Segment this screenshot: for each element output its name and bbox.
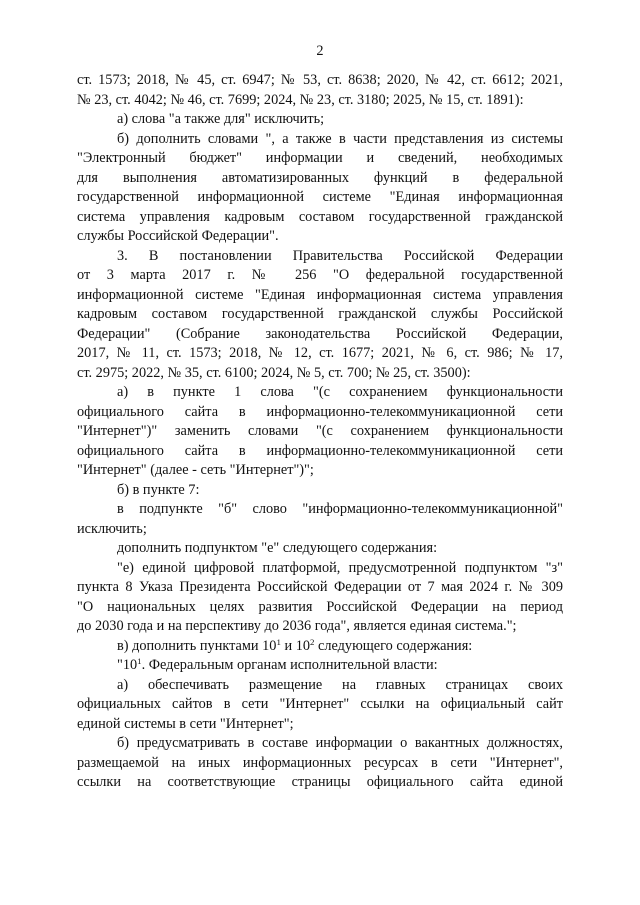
text-line: "Интернет")" заменить словами "(с сохранением функциональности — [77, 423, 563, 439]
text-line: единой системы в сети "Интернет"; — [77, 715, 294, 732]
text-line: "Интернет" (далее - сеть "Интернет")"; — [77, 462, 314, 478]
text-line: 3. В постановлении Правительства Российской Федерации — [117, 247, 563, 264]
text-line — [77, 637, 563, 657]
text-line: а) обеспечивать размещение на главных страницах своих — [117, 676, 563, 693]
text-line: ст. 1573; 2018, № 45, ст. 6947; № 53, ст. 8638; 2020, № 42, ст. 6612; 2021, — [77, 72, 563, 88]
text-line: "е) единой цифровой платформой, предусмотренной подпунктом "з" — [117, 559, 563, 576]
text-line: а) слова "а также для" исключить; — [117, 111, 325, 127]
text-line: дополнить подпунктом "е" следующего содержания: — [117, 540, 438, 556]
text-segment: "10 — [117, 657, 138, 673]
text-line: "О национальных целях развития Российской Федерации на период — [77, 598, 563, 615]
text-line: для выполнения автоматизированных функций в федеральной — [77, 169, 563, 186]
text-line — [77, 656, 563, 676]
text-line: официального сайта в информационно-телекоммуникационной сети — [77, 403, 563, 420]
text-line: б) в пункте 7: — [117, 481, 200, 498]
text-line: исключить; — [77, 520, 147, 537]
text-line: государственной информационной системе "Единая информационная — [77, 189, 563, 205]
text-line: ст. 2975; 2022, № 35, ст. 6100; 2024, № 5, ст. 700; № 25, ст. 3500): — [77, 364, 471, 381]
text-line: от 3 марта 2017 г. № 256 "О федеральной государственной — [77, 267, 563, 283]
text-line: б) дополнить словами ", а также в части представления из системы — [117, 130, 563, 147]
text-line: пункта 8 Указа Президента Российской Федерации от 7 мая 2024 г. № 309 — [77, 579, 563, 595]
text-line: № 23, ст. 4042; № 46, ст. 7699; 2024, № 23, ст. 3180; 2025, № 15, ст. 1891): — [77, 91, 524, 108]
text-line: до 2030 года и на перспективу до 2036 года", является единая система."; — [77, 618, 517, 634]
text-line: Федерации" (Собрание законодательства Российской Федерации, — [77, 325, 563, 342]
text-line: в подпункте "б" слово "информационно-телекоммуникационной" — [117, 501, 563, 517]
text-line: службы Российской Федерации". — [77, 228, 279, 244]
text-line: а) в пункте 1 слова "(с сохранением функциональности — [117, 384, 563, 400]
superscript: 2 — [310, 636, 315, 647]
page-number: 2 — [316, 43, 324, 59]
superscript: 1 — [276, 636, 281, 647]
text-segment: . Федеральным органам исполнительной власти: — [141, 657, 438, 673]
text-line: официального сайта в информационно-телекоммуникационной сети — [77, 442, 563, 459]
text-segment: в) дополнить пунктами 10 — [117, 637, 277, 654]
text-line: размещаемой на иных информационных ресурсах в сети "Интернет", — [77, 754, 563, 771]
text-line: система управления кадровым составом государственной гражданской — [77, 208, 563, 225]
text-line: официальных сайтов в сети "Интернет" ссылки на официальный сайт — [77, 696, 563, 712]
text-segment: следующего содержания: — [314, 637, 473, 654]
text-line: "Электронный бюджет" информации и сведений, необходимых — [77, 150, 563, 166]
text-line: ссылки на соответствующие страницы официального сайта единой — [77, 774, 563, 790]
text-line: 2017, № 11, ст. 1573; 2018, № 12, ст. 1677; 2021, № 6, ст. 986; № 17, — [77, 345, 563, 361]
text-segment: и 10 — [280, 637, 310, 654]
document-body — [77, 71, 563, 793]
text-line: информационной системе "Единая информационная система управления — [77, 286, 563, 303]
superscript: 1 — [137, 656, 142, 667]
text-line: б) предусматривать в составе информации о вакантных должностях, — [117, 735, 563, 751]
text-line: кадровым составом государственной гражданской службы Российской — [77, 306, 563, 322]
